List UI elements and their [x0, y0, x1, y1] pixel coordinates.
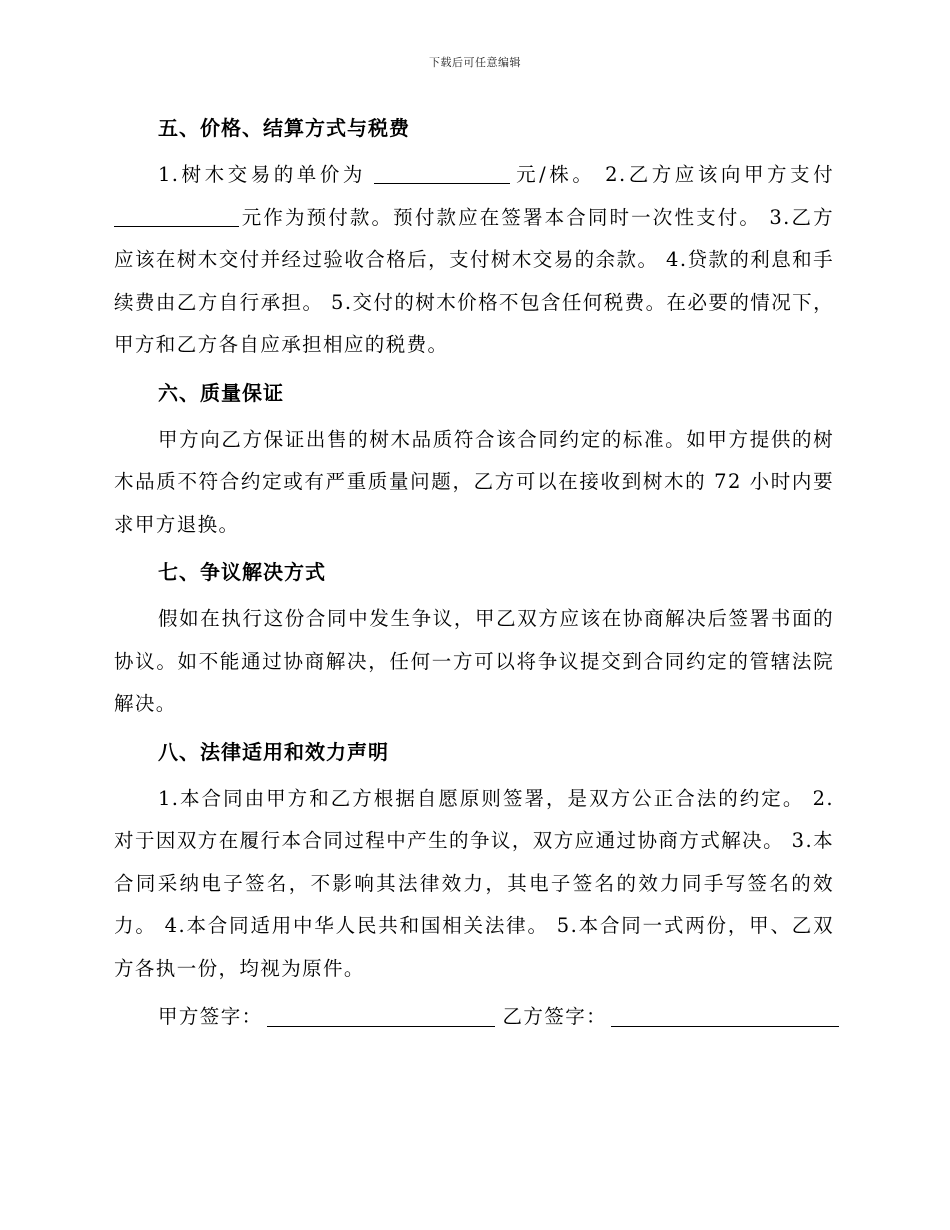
- section-text-dispute: 假如在执行这份合同中发生争议，甲乙双方应该在协商解决后签署书面的协议。如不能通过协商解决，任何一方可以将争议提交到合同约定的管辖法院解决。: [114, 607, 834, 715]
- section-title-quality: 六、质量保证: [158, 380, 284, 405]
- section-title-dispute: 七、争议解决方式: [158, 560, 326, 584]
- party-a-signature-label: 甲方签字：: [158, 1005, 263, 1028]
- party-a-signature-line[interactable]: [267, 1004, 495, 1027]
- section-text-quality: 甲方向乙方保证出售的树木品质符合该合同约定的标准。如甲方提供的树木品质不符合约定或有严重质量问题，乙方可以在接收到树木的 72 小时内要求甲方退换。: [114, 427, 834, 536]
- section-text-law: 1.本合同由甲方和乙方根据自愿原则签署，是双方公正合法的约定。 2.对于因双方在履行本合同过程中产生的争议，双方应通过协商方式解决。 3.本合同采纳电子签名，不影响其法律效力，其电子签名的效力同手写签名的效力。 4.本合同适用中华人民共和国相关法律。 5.本合同一式两份，甲、乙双方各执一份，均视为原件。: [114, 786, 834, 980]
- price-text-part-3: 元作为预付款。预付款应在签署本合同时一次性支付。 3.乙方应该在树木交付并经过验收合格后，支付树木交易的余款。 4.贷款的利息和手续费由乙方自行承担。 5.交付的树木价格不包含任何税费。在必要的情况下，甲方和乙方各自应承担相应的税费。: [114, 205, 834, 356]
- contract-body: [114, 108, 834, 1039]
- price-text-part-2: 元/株。 2.乙方应该向甲方支付: [513, 163, 834, 186]
- prepayment-blank[interactable]: [114, 204, 239, 227]
- price-text-part-1: 1.树木交易的单价为: [158, 163, 366, 186]
- section-title-price: 五、价格、结算方式与税费: [158, 116, 410, 140]
- page-header: 下载后可任意编辑: [429, 56, 521, 69]
- signature-row: [114, 996, 834, 1039]
- unit-price-blank[interactable]: [374, 161, 510, 184]
- section-text-price: [114, 154, 834, 367]
- party-b-signature-line[interactable]: [611, 1004, 839, 1027]
- section-title-law: 八、法律适用和效力声明: [158, 739, 389, 764]
- party-b-signature-label: 乙方签字：: [502, 1005, 608, 1028]
